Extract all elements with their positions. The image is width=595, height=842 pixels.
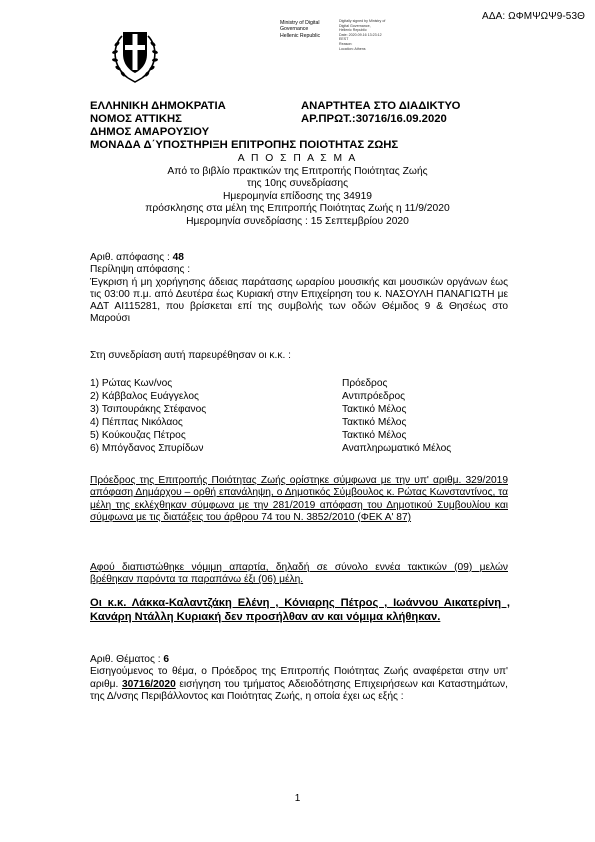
member-name: 1) Ρώτας Κων/νος <box>90 378 173 389</box>
header-protocol <box>301 100 460 126</box>
heading-line: της 10ης συνεδρίασης <box>246 178 349 189</box>
header-line: ΑΝΑΡΤΗΤΕΑ ΣΤΟ ΔΙΑΔΙΚΤΥΟ <box>301 100 461 112</box>
signature-detail-line: Reason: <box>339 41 353 46</box>
member-role: Αναπληρωματικό Μέλος <box>342 443 452 454</box>
header-line: ΔΗΜΟΣ ΑΜΑΡΟΥΣΙΟΥ <box>90 126 210 138</box>
member-role: Αντιπρόεδρος <box>342 391 406 402</box>
member-role: Τακτικό Μέλος <box>342 430 407 441</box>
member-row <box>90 404 510 417</box>
header-line: ΝΟΜΟΣ ΑΤΤΙΚΗΣ <box>90 113 182 125</box>
decision-summary: Έγκριση ή μη χορήγησης άδειας παράτασης ωραρίου μουσικής και μουσικών οργάνων έως τις 03:00 π.μ. από Δευτέρα έως Κυριακή στην Επιχείρηση του κ. ΝΑΣΟΥΛΗ ΠΑΝΑΓΙΩΤΗ με ΑΔΤ ΑΙ115281, που βρίσκεται επί της συμβολής των οδών Θέμιδος 9 & Θησέως στο Μαρούσι <box>90 276 508 325</box>
heading-line: πρόσκλησης στα μέλη της Επιτροπής Ποιότητας Ζωής η 11/9/2020 <box>145 203 450 214</box>
signature-labels <box>280 20 320 39</box>
signature-detail-line: Hellenic Republic <box>339 28 367 33</box>
signature-detail-line: Date: 2020.09.16 13:23:12 <box>339 32 382 37</box>
member-name: 6) Μπόγδανος Σπυρίδων <box>90 443 204 454</box>
signature-details <box>339 19 399 51</box>
member-row <box>90 430 510 443</box>
ada-code: ΑΔΑ: ΩΦΜΨΩΨ9-53Θ <box>482 11 585 22</box>
member-name: 3) Τσιπουράκης Στέφανος <box>90 404 207 415</box>
president-paragraph: Πρόεδρος της Επιτροπής Ποιότητας Ζωής ορίστηκε σύμφωνα με την υπ' αριθμ. 329/2019 απόφαση Δημάρχου – ορθή επανάληψη, ο Δημοτικός Σύμβουλος κ. Ρώτας Κωνσταντίνος, τα μέλη της εκλέχθηκαν σύμφωνα με την 281/2019 απόφαση του Δημοτικού Συμβουλίου και σύμφωνα με τις διατάξεις του άρθρου 74 του Ν. 3852/2010 (ΦΕΚ Α' 87) <box>90 475 508 523</box>
meeting-date: Ημερομηνία συνεδρίασης : 15 Σεπτεμβρίου 2020 <box>186 215 409 227</box>
signature-label-line: Hellenic Republic <box>280 32 321 39</box>
topic-number-label: Αριθ. Θέματος : <box>90 654 161 665</box>
unit-title: ΜΟΝΑΔΑ Δ΄ΥΠΟΣΤΗΡΙΞΗ ΕΠΙΤΡΟΠΗΣ ΠΟΙΟΤΗΤΑΣ ΖΩΗΣ <box>90 139 399 151</box>
apospasma-title: Α Π Ο Σ Π Α Σ Μ Α <box>237 153 358 164</box>
heading-line: Από το βιβλίο πρακτικών της Επιτροπής Ποιότητας Ζωής <box>167 165 428 177</box>
member-name: 2) Κάββαλος Ευάγγελος <box>90 391 199 402</box>
member-row <box>90 391 510 404</box>
quorum-paragraph: Αφού διαπιστώθηκε νόμιμη απαρτία, δηλαδή σε σύνολο εννέα τακτικών (09) μελών βρέθηκαν παρόντα τα παραπάνω έξι (06) μέλη. <box>90 562 508 586</box>
decision-number: 48 <box>172 252 184 263</box>
attendance-intro: Στη συνεδρίαση αυτή παρευρέθησαν οι κ.κ. : <box>90 350 291 361</box>
protocol-number: ΑΡ.ΠΡΩΤ.:30716/16.09.2020 <box>301 113 447 125</box>
greek-coat-of-arms-emblem <box>108 18 162 88</box>
topic-text-before: Εισηγούμενος το θέμα, ο Πρόεδρος της Επιτροπής Ποιότητας Ζωής αναφέρεται στην υπ' αριθμ. <box>90 666 508 690</box>
header-line: ΕΛΛΗΝΙΚΗ ΔΗΜΟΚΡΑΤΙΑ <box>90 100 226 112</box>
referral-number: 30716/2020 <box>121 678 176 690</box>
decision-number-label: Αριθ. απόφασης : <box>90 252 170 263</box>
topic-block <box>90 654 508 703</box>
member-role: Τακτικό Μέλος <box>342 417 407 428</box>
member-row <box>90 443 510 456</box>
member-name: 4) Πέππας Νικόλαος <box>90 417 183 428</box>
topic-text-after: εισήγηση του τμήματος Αδειοδότησης Επιχειρήσεων και Καταστημάτων, της Δ/νσης Περιβάλλοντος και Ποιότητας Ζωής, η οποία έχει ως εξής : <box>90 678 508 702</box>
member-name: 5) Κούκουζας Πέτρος <box>90 430 186 441</box>
signature-detail-line: Location: Athens <box>339 46 366 51</box>
member-role: Τακτικό Μέλος <box>342 404 407 415</box>
member-row <box>90 417 510 430</box>
absent-members-paragraph: Οι κ.κ. Λάκκα-Καλαντζάκη Ελένη , Κόνιαρης Πέτρος , Ιωάννου Αικατερίνη , Κανάρη Ντάλλη Κυριακή δεν προσήλθαν αν και νόμιμα κλήθηκαν. <box>90 597 510 623</box>
extract-heading <box>90 153 505 228</box>
heading-line: Ημερομηνία επίδοσης της 34919 <box>222 190 373 202</box>
signature-detail-line: EEST <box>339 37 349 42</box>
signature-label-line: Ministry of Digital <box>280 20 320 26</box>
signature-detail-line: Digital Governance, <box>339 23 371 28</box>
page-number: 1 <box>294 793 301 804</box>
member-row <box>90 378 510 391</box>
decision-summary-label: Περίληψη απόφασης : <box>90 264 191 276</box>
signature-label-line: Governance <box>280 26 309 33</box>
topic-number: 6 <box>163 654 170 665</box>
signature-detail-line: Digitally signed by Ministry of <box>339 19 386 23</box>
member-role: Πρόεδρος <box>342 378 388 389</box>
topic-text <box>90 666 508 703</box>
header-authority <box>90 100 226 139</box>
decision-block <box>90 252 508 326</box>
